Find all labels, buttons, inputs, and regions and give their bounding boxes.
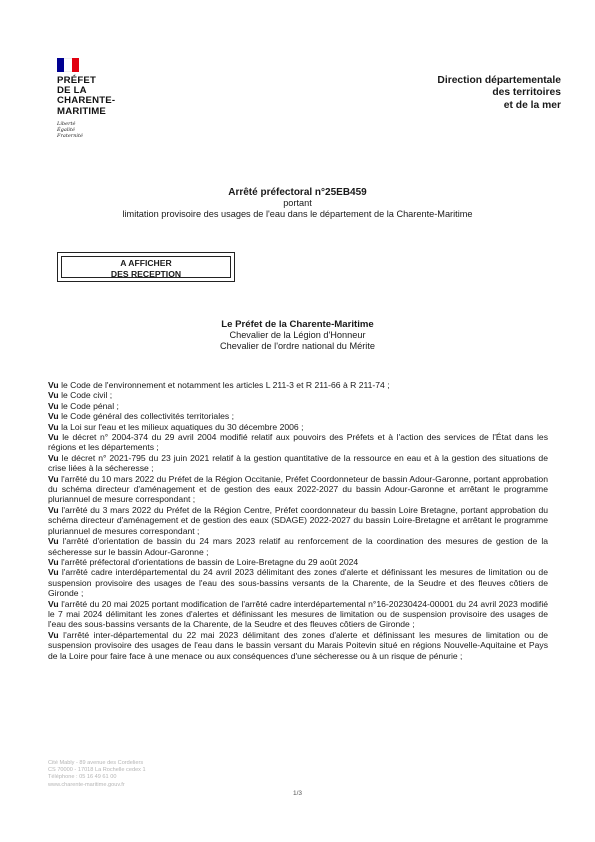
visa-text: le Code de l'environnement et notamment les articles L 211-3 et R 211-66 à R 211-74 ; <box>61 380 390 390</box>
prefet-title: Chevalier de la Légion d'Honneur <box>229 330 366 340</box>
visa-item <box>48 432 548 453</box>
wordmark-line: MARITIME <box>57 105 107 117</box>
arrete-number: Arrêté préfectoral n°25EB459 <box>228 187 367 198</box>
visa-vu: Vu <box>48 380 59 390</box>
visa-vu: Vu <box>48 452 59 463</box>
visa-item <box>48 422 548 432</box>
visa-item <box>48 453 548 474</box>
visa-text: l'arrêté d'orientation de bassin du 24 mars 2023 relatif au renforcement de la coordination des mesures de gestion de la sécheresse sur le bassin Adour-Garonne ; <box>48 536 549 557</box>
title-portant: portant <box>283 198 312 208</box>
visa-item <box>48 474 548 505</box>
prefet-title: Chevalier de l'ordre national du Mérite <box>220 341 375 351</box>
visa-vu: Vu <box>48 400 59 411</box>
visa-text: l'arrêté inter-départemental du 22 mai 2023 délimitant des zones d'alerte et définissant les mesures de limitation ou de suspension provisoire des usages de l'eau dans le bassin versant du Marais Poitevin situé en régions Nouvelle-Aquitaine et Pays de la Loire pour faire face à une menace ou aux conséquences d'une sécheresse ou à un risque de pénurie ; <box>48 629 549 661</box>
visa-text: l'arrêté cadre interdépartemental du 24 avril 2023 délimitant des zones d'alerte et définissant les mesures de limitation ou de suspension provisoire des usages de l'eau des sous-bassins versants de la Charente, de la Seudre et des fleuves côtiers de Gironde ; <box>48 567 548 599</box>
notice-line: A AFFICHER <box>120 258 172 268</box>
wordmark-line: CHARENTE- <box>57 95 116 107</box>
wordmark-line: PRÉFET <box>57 75 97 86</box>
visa-item <box>48 630 548 661</box>
marianne-flag-icon <box>57 58 79 72</box>
visa-vu: Vu <box>48 504 59 515</box>
visa-item <box>48 599 548 630</box>
visa-text: l'arrêté du 20 mai 2025 portant modification de l'arrêté cadre interdépartemental n°16-20230424-00001 du 24 avril 2023 modifié le 7 mai 2024 délimitant les zones d'alertes et définissant les mesures de limitation ou de suspension provisoire des usages de l'eau des sous-bassins versants de la Charente, de la Seudre et des fleuves côtiers de Gironde ; <box>48 598 549 630</box>
visa-vu: Vu <box>48 598 59 609</box>
visa-text: le Code général des collectivités territoriales ; <box>61 411 234 422</box>
document-title <box>0 187 595 220</box>
visa-item <box>48 557 548 567</box>
visa-vu: Vu <box>48 556 59 567</box>
visa-text: le décret n° 2021-795 du 23 juin 2021 relatif à la gestion quantitative de la ressource en eau et à la gestion des situations de crise liées à la sécheresse ; <box>48 452 548 474</box>
visa-item <box>48 390 548 400</box>
visa-vu: Vu <box>48 411 59 422</box>
visa-text: le Code civil ; <box>61 390 113 401</box>
visa-item <box>48 536 548 557</box>
title-object: limitation provisoire des usages de l'eau dans le département de la Charente-Maritime <box>122 209 473 219</box>
prefet-name: Le Préfet de la Charente-Maritime <box>221 319 374 330</box>
prefet-logo <box>57 58 147 139</box>
visa-item <box>48 401 548 411</box>
wordmark-line: DE LA <box>57 85 87 97</box>
issuing-department: Direction départementale des territoires et de la mer <box>437 75 561 111</box>
page-number: 1/3 <box>292 790 303 797</box>
visa-vu: Vu <box>48 536 59 547</box>
notice-line: DES RECEPTION <box>110 268 182 279</box>
visa-text: l'arrêté préfectoral d'orientations de bassin de Loire-Bretagne du 29 août 2024 <box>61 556 359 567</box>
prefet-wordmark <box>57 76 147 117</box>
visa-vu: Vu <box>48 629 59 640</box>
visa-text: l'arrêté du 10 mars 2022 du Préfet de la Région Occitanie, Préfet Coordonneteur de bassin Adour-Garonne, portant approbation du schéma directeur d'aménagement et de gestion des eaux 2022-2027 du bassin Adour-Garonne et arrêtant le programme pluriannuel de mesure correspondant ; <box>48 473 548 505</box>
visa-item <box>48 411 548 421</box>
visa-vu: Vu <box>48 390 59 401</box>
prefet-signatory <box>0 319 595 352</box>
visa-item <box>48 567 548 598</box>
visa-vu: Vu <box>48 567 59 578</box>
visa-vu: Vu <box>48 421 59 432</box>
footer-address: Cité Mably - 89 avenue des Cordeliers CS 70000 - 17018 La Rochelle cedex 1 Téléphone : 05 16 49 61 00 www.charente-maritime.gouv.fr <box>48 760 146 788</box>
visas-list <box>48 380 548 661</box>
visa-vu: Vu <box>48 473 59 484</box>
visa-text: le décret n° 2004-374 du 29 avril 2004 modifié relatif aux pouvoirs des Préfets et à l'action des services de l'État dans les régions et les départements ; <box>48 432 548 453</box>
visa-text: l'arrêté du 3 mars 2022 du Préfet de la Région Centre, Préfet coordonnateur du bassin Loire Bretagne, portant approbation du schéma directeur d'aménagement et de gestion des eaux (SDAGE) 2022-2027 du bassin Loire-Bretagne et arrêtant le programme pluriannuel de mesures correspondant ; <box>48 504 548 536</box>
display-notice-box <box>57 252 235 282</box>
visa-item <box>48 380 548 390</box>
visa-vu: Vu <box>48 432 59 443</box>
republic-motto: Liberté Égalité Fraternité <box>57 120 83 139</box>
visa-text: la Loi sur l'eau et les milieux aquatiques du 30 décembre 2006 ; <box>61 421 304 432</box>
visa-text: le Code pénal ; <box>61 400 119 411</box>
visa-item <box>48 505 548 536</box>
